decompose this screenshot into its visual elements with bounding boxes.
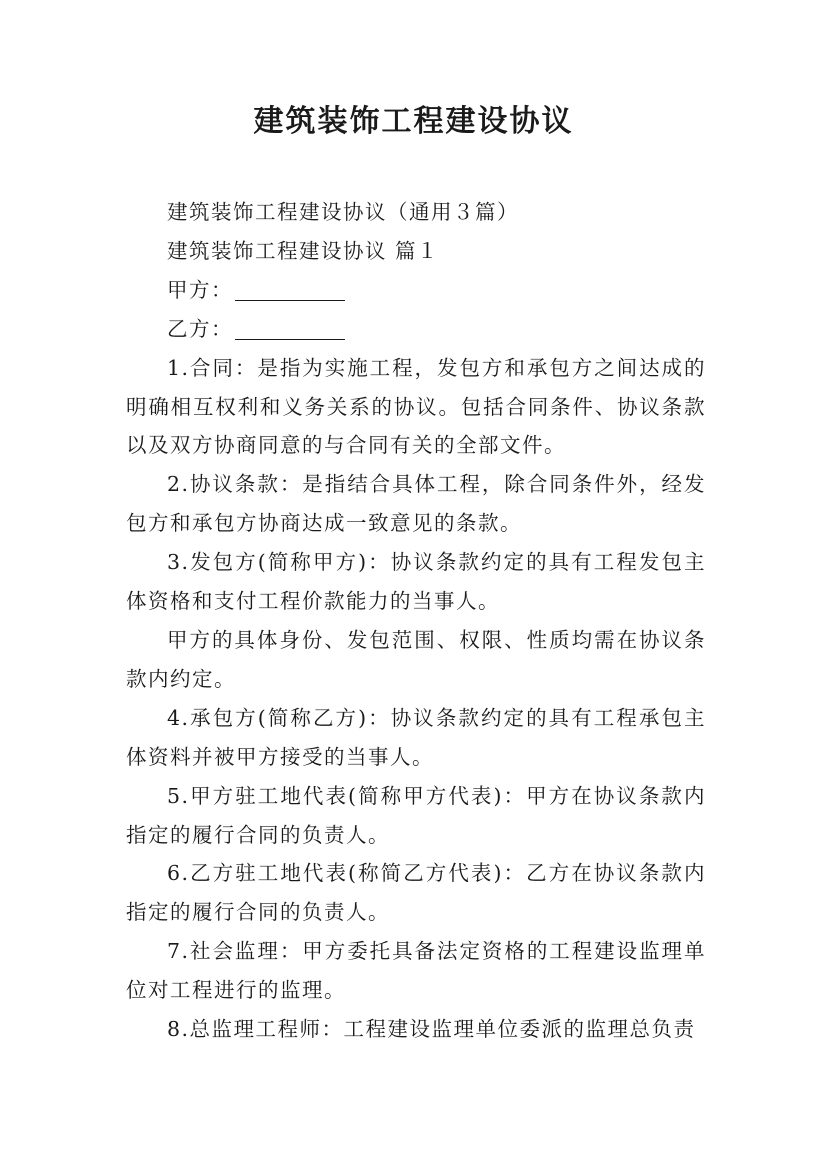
clause-paragraph: 7.社会监理：甲方委托具备法定资格的工程建设监理单位对工程进行的监理。 [126,939,706,1003]
party-a-label: 甲方： [167,277,233,302]
clause-paragraph: 3.发包方(简称甲方)：协议条款约定的具有工程发包主体资格和支付工程价款能力的当事人。 [126,550,706,614]
document-subtitle: 建筑装饰工程建设协议（通用３篇） [167,200,519,224]
document-body [126,193,706,1049]
clause-paragraph: 2.协议条款：是指结合具体工程，除合同条件外，经发包方和承包方协商达成一致意见的条款。 [126,472,706,536]
clause-paragraph: 6.乙方驻工地代表(称简乙方代表)：乙方在协议条款内指定的履行合同的负责人。 [126,861,706,925]
clause-paragraph: 4.承包方(简称乙方)：协议条款约定的具有工程承包主体资料并被甲方接受的当事人。 [126,705,706,769]
party-a-blank [235,276,345,301]
party-a-line [126,271,706,310]
clause-paragraph: 8.总监理工程师：工程建设监理单位委派的监理总负责 [167,1017,696,1042]
party-b-label: 乙方： [167,316,233,341]
document-title: 建筑装饰工程建设协议 [253,104,574,139]
clause-paragraph: 5.甲方驻工地代表(简称甲方代表)：甲方在协议条款内指定的履行合同的负责人。 [126,783,706,847]
clause-paragraph: 甲方的具体身份、发包范围、权限、性质均需在协议条款内约定。 [126,627,706,691]
section-heading: 建筑装饰工程建设协议 篇１ [167,238,440,263]
party-b-blank [235,315,345,340]
party-b-line [126,310,706,349]
clause-paragraph: 1.合同：是指为实施工程，发包方和承包方之间达成的明确相互权利和义务关系的协议。包括合同条件、协议条款以及双方协商同意的与合同有关的全部文件。 [126,355,706,458]
